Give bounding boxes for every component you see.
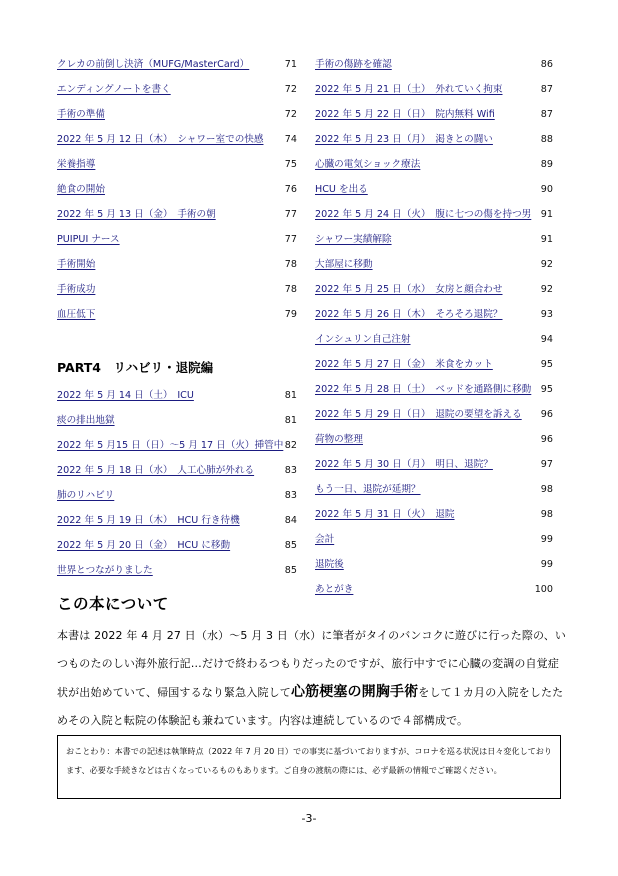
toc-entry-page: 82: [284, 440, 297, 451]
toc-entry[interactable]: [57, 177, 297, 202]
toc-entry-title-link[interactable]: 痰の排出地獄: [57, 415, 115, 426]
toc-entry-title-link[interactable]: 絶食の開始: [57, 184, 105, 195]
toc-entry[interactable]: [57, 383, 297, 408]
toc-entry-page: 98: [540, 509, 553, 520]
toc-entry-title-link[interactable]: 手術の傷跡を確認: [315, 59, 392, 70]
toc-entry-title-link[interactable]: 2022 年 5 月 21 日（土） 外れていく拘束: [315, 84, 503, 95]
toc-entry-page: 75: [284, 159, 297, 170]
toc-entry-title-link[interactable]: 心臓の電気ショック療法: [315, 159, 421, 170]
toc-entry[interactable]: [57, 408, 297, 433]
toc-entry-title-link[interactable]: 2022 年 5 月 29 日（日） 退院の要望を訴える: [315, 409, 522, 420]
toc-entry-title-link[interactable]: 2022 年 5 月 13 日（金） 手術の朝: [57, 209, 216, 220]
toc-entry[interactable]: [315, 327, 553, 352]
toc-entry-page: 99: [540, 534, 553, 545]
toc-entry[interactable]: [315, 202, 553, 227]
toc-entry[interactable]: [315, 152, 553, 177]
toc-entry-title-link[interactable]: 2022 年 5 月 18 日（水） 人工心肺が外れる: [57, 465, 255, 476]
toc-entry-page: 85: [284, 540, 297, 551]
toc-entry-title-link[interactable]: クレカの前倒し決済（MUFG/MasterCard）: [57, 59, 250, 70]
toc-entry-title-link[interactable]: 栄養指導: [57, 159, 96, 170]
toc-entry-page: 96: [540, 434, 553, 445]
toc-entry-page: 92: [540, 284, 553, 295]
toc-entry-page: 77: [284, 234, 297, 245]
toc-entry[interactable]: [315, 102, 553, 127]
toc-entry[interactable]: [315, 302, 553, 327]
toc-entry-title-link[interactable]: 世界とつながりました: [57, 565, 153, 576]
toc-entry-page: 91: [540, 209, 553, 220]
toc-entry-title-link[interactable]: 2022 年 5 月 22 日（日） 院内無料 Wifi: [315, 109, 495, 120]
toc-entry-page: 93: [540, 309, 553, 320]
toc-entry-page: 77: [284, 209, 297, 220]
toc-entry-page: 88: [540, 134, 553, 145]
toc-entry-page: 72: [284, 84, 297, 95]
toc-entry[interactable]: [57, 52, 297, 77]
toc-entry-page: 79: [284, 309, 297, 320]
toc-entry[interactable]: [315, 127, 553, 152]
toc-entry[interactable]: [57, 152, 297, 177]
toc-entry-title-link[interactable]: 2022 年 5 月15 日（日）～5 月 17 日（火）挿管中: [57, 440, 284, 451]
toc-entry-title-link[interactable]: 2022 年 5 月 27 日（金） 米食をカット: [315, 359, 493, 370]
toc-entry-page: 72: [284, 109, 297, 120]
toc-entry[interactable]: [57, 533, 297, 558]
toc-entry-title-link[interactable]: 2022 年 5 月 23 日（月） 渇きとの闘い: [315, 134, 493, 145]
toc-entry-page: 76: [284, 184, 297, 195]
part4-heading: PART4 リハビリ・退院編: [57, 360, 214, 375]
toc-entry-title-link[interactable]: PUIPUI ナース: [57, 234, 120, 245]
toc-entry-title-link[interactable]: 2022 年 5 月 14 日（土） ICU: [57, 390, 194, 401]
toc-entry[interactable]: [315, 527, 553, 552]
toc-entry[interactable]: [57, 102, 297, 127]
toc-entry-title-link[interactable]: HCU を出る: [315, 184, 368, 195]
toc-entry[interactable]: [315, 77, 553, 102]
toc-entry-page: 95: [540, 359, 553, 370]
toc-entry[interactable]: [57, 433, 297, 458]
toc-entry[interactable]: [315, 252, 553, 277]
toc-right-column: [315, 52, 553, 602]
toc-entry-title-link[interactable]: インシュリン自己注射: [315, 334, 411, 345]
toc-entry-title-link[interactable]: 手術の準備: [57, 109, 105, 120]
toc-entry[interactable]: [57, 227, 297, 252]
toc-entry-page: 83: [284, 465, 297, 476]
toc-entry[interactable]: [315, 352, 553, 377]
toc-entry-title-link[interactable]: 会計: [315, 534, 335, 545]
toc-entry-page: 83: [284, 490, 297, 501]
toc-left-column: [57, 52, 297, 583]
toc-entry[interactable]: [57, 483, 297, 508]
toc-entry-page: 87: [540, 109, 553, 120]
toc-entry-title-link[interactable]: 2022 年 5 月 20 日（金） HCU に移動: [57, 540, 231, 551]
toc-entry[interactable]: [315, 402, 553, 427]
toc-entry-page: 85: [284, 565, 297, 576]
toc-entry-title-link[interactable]: 荷物の整理: [315, 434, 363, 445]
page-number: -3-: [301, 812, 317, 825]
toc-entry-page: 89: [540, 159, 553, 170]
toc-entry-page: 91: [540, 234, 553, 245]
toc-entry-page: 92: [540, 259, 553, 270]
toc-entry-title-link[interactable]: 2022 年 5 月 26 日（木） そろそろ退院？: [315, 309, 503, 320]
notice-box: おことわり：本書での記述は執筆時点（2022 年 7 月 20 日）での事実に基づいておりますが、コロナを巡る状況は日々変化しております、必要な手続きなどは古くなっているものもあります。ご自身の渡航の際には、必ず最新の情報でご確認ください。: [57, 735, 561, 799]
toc-entry[interactable]: [315, 52, 553, 77]
toc-entry-page: 94: [540, 334, 553, 345]
about-title: この本について: [57, 595, 169, 613]
toc-entry-title-link[interactable]: 2022 年 5 月 31 日（火） 退院: [315, 509, 455, 520]
toc-entry[interactable]: [315, 177, 553, 202]
toc-entry[interactable]: [57, 302, 297, 327]
toc-entry-page: 96: [540, 409, 553, 420]
toc-entry-page: 81: [284, 390, 297, 401]
about-body: [57, 622, 567, 735]
toc-entry-page: 74: [284, 134, 297, 145]
toc-entry-page: 95: [540, 384, 553, 395]
toc-entry[interactable]: [315, 477, 553, 502]
toc-entry[interactable]: [57, 77, 297, 102]
toc-entry-title-link[interactable]: 退院後: [315, 559, 344, 570]
about-body-text-1: 本書は 2022 年 4 月 27 日（水）～5 月 3 日（水）に筆者がタイのバンコクに遊びに行った際の、いつものたのしい海外旅行記…だけで終わるつもりだったのですが、旅行中すでに心臓の変調の自覚症状が出始めていて、帰国するなり緊急入院して: [57, 629, 567, 699]
toc-entry[interactable]: [315, 452, 553, 477]
toc-entry[interactable]: [315, 227, 553, 252]
toc-entry-title-link[interactable]: あとがき: [315, 584, 354, 595]
toc-entry[interactable]: [57, 252, 297, 277]
toc-entry-title-link[interactable]: 2022 年 5 月 28 日（土） ベッドを通路側に移動: [315, 384, 532, 395]
toc-entry-title-link[interactable]: 大部屋に移動: [315, 259, 373, 270]
toc-entry-page: 81: [284, 415, 297, 426]
toc-entry[interactable]: [315, 577, 553, 602]
toc-entry[interactable]: [57, 127, 297, 152]
toc-entry-page: 99: [540, 559, 553, 570]
toc-entry[interactable]: [315, 277, 553, 302]
toc-entry[interactable]: [57, 277, 297, 302]
toc-entry-page: 78: [284, 259, 297, 270]
toc-entry-page: 78: [284, 284, 297, 295]
toc-entry-page: 86: [540, 59, 553, 70]
toc-entry[interactable]: [315, 552, 553, 577]
toc-entry-title-link[interactable]: 2022 年 5 月 25 日（水） 女房と顔合わせ: [315, 284, 503, 295]
toc-entry[interactable]: [315, 427, 553, 452]
toc-entry-page: 97: [540, 459, 553, 470]
toc-entry-title-link[interactable]: エンディングノートを書く: [57, 84, 171, 95]
toc-entry[interactable]: [57, 202, 297, 227]
toc-entry-page: 100: [534, 584, 553, 595]
toc-entry-page: 87: [540, 84, 553, 95]
toc-entry-title-link[interactable]: 2022 年 5 月 19 日（木） HCU 行き待機: [57, 515, 240, 526]
toc-entry-page: 71: [284, 59, 297, 70]
toc-entry[interactable]: [57, 458, 297, 483]
toc-entry-title-link[interactable]: 肺のリハビリ: [57, 490, 115, 501]
toc-entry-title-link[interactable]: 2022 年 5 月 24 日（火） 腹に七つの傷を持つ男: [315, 209, 532, 220]
toc-entry-title-link[interactable]: 2022 年 5 月 12 日（木） シャワー室での快感: [57, 134, 264, 145]
toc-entry[interactable]: [57, 508, 297, 533]
toc-entry-title-link[interactable]: 2022 年 5 月 30 日（月） 明日、退院？: [315, 459, 493, 470]
toc-entry-page: 98: [540, 484, 553, 495]
toc-entry-title-link[interactable]: 手術開始: [57, 259, 96, 270]
toc-entry-page: 90: [540, 184, 553, 195]
about-body-emphasis: 心筋梗塞の開胸手術: [290, 684, 419, 700]
about-body-text-2: をして１カ月の入院をしたためその入院と転院の体験記も兼ねています。内容は連続しているので４部構成で。: [57, 686, 564, 727]
toc-entry[interactable]: [315, 502, 553, 527]
toc-entry-page: 84: [284, 515, 297, 526]
toc-entry-title-link[interactable]: 手術成功: [57, 284, 96, 295]
toc-entry[interactable]: [57, 558, 297, 583]
toc-entry-title-link[interactable]: シャワー実績解除: [315, 234, 392, 245]
toc-entry-title-link[interactable]: もう一日、退院が延期？: [315, 484, 421, 495]
toc-entry[interactable]: [315, 377, 553, 402]
toc-entry-title-link[interactable]: 血圧低下: [57, 309, 96, 320]
